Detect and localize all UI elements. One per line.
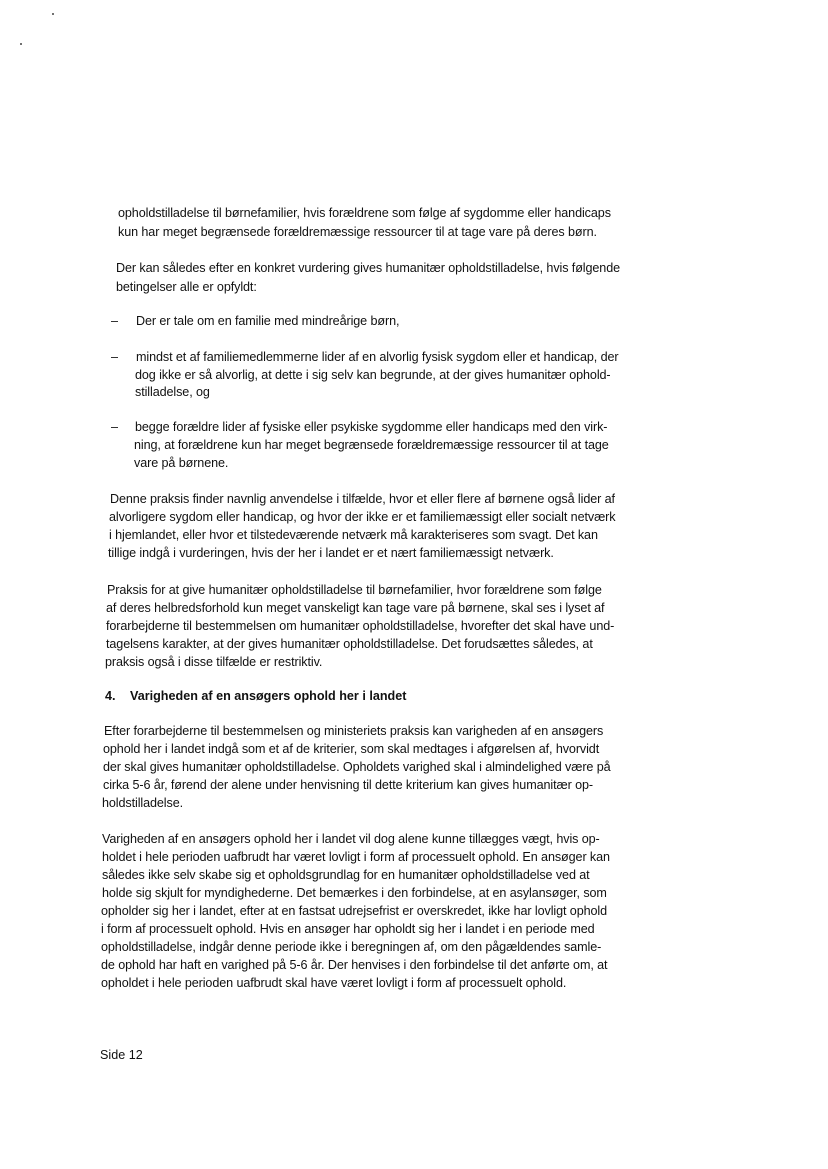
text-line: således ikke selv skabe sig et opholdsgrundlag for en humanitær opholdstilladelse ved at	[102, 868, 590, 882]
text-line: opholdet i hele perioden uafbrudt skal have været lovligt i form af processuelt ophold.	[101, 976, 567, 990]
text-line: opholder sig her i landet, efter at en fastsat udrejsefrist er overskredet, ikke har lovligt ophold	[101, 904, 608, 918]
section-title: Varigheden af en ansøgers ophold her i landet	[130, 689, 407, 703]
dash-bullet: –	[111, 314, 119, 328]
text-line: Praksis for at give humanitær opholdstilladelse til børnefamilier, hvor forældrene som følge	[107, 583, 602, 597]
text-line: holde sig skjult for myndighederne. Det bemærkes i den forbindelse, at en asylansøger, som	[102, 886, 607, 900]
text-line: stilladelse, og	[135, 385, 210, 399]
text-line: Der kan således efter en konkret vurdering gives humanitær opholdstilladelse, hvis følgende	[116, 261, 621, 275]
text-line: Varigheden af en ansøgers ophold her i landet vil dog alene kunne tillægges vægt, hvis op-	[102, 832, 600, 846]
text-line: begge forældre lider af fysiske eller psykiske sygdomme eller handicaps med den virk-	[135, 420, 608, 434]
text-line: forarbejderne til bestemmelsen om humanitær opholdstilladelse, hvorefter det skal have und-	[106, 619, 615, 633]
text-line: vare på børnene.	[134, 456, 229, 470]
text-line: praksis også i disse tilfælde er restriktiv.	[105, 655, 323, 669]
text-line: holdstilladelse.	[102, 796, 184, 810]
text-line: holdet i hele perioden uafbrudt har været lovligt i form af processuelt ophold. En ansøger kan	[102, 850, 610, 864]
text-line: dog ikke er så alvorlig, at dette i sig selv kan begrunde, at der gives humanitær ophold-	[135, 368, 611, 382]
text-line: betingelser alle er opfyldt:	[116, 280, 257, 294]
text-line: i hjemlandet, eller hvor et tilstedeværende netværk må karakteriseres som svagt. Det kan	[109, 528, 598, 542]
text-line: der skal gives humanitær opholdstilladelse. Opholdets varighed skal i almindelighed være på	[103, 760, 611, 774]
text-line: ophold her i landet indgå som et af de kriterier, som skal medtages i afgørelsen af, hvorvidt	[103, 742, 600, 756]
dash-bullet: –	[111, 420, 119, 434]
text-line: Denne praksis finder navnlig anvendelse i tilfælde, hvor et eller flere af børnene også lider af	[110, 492, 615, 506]
text-line: i form af processuelt ophold. Hvis en ansøger har opholdt sig her i landet i en periode med	[101, 922, 595, 936]
text-line: Der er tale om en familie med mindreårige børn,	[136, 314, 400, 328]
text-line: mindst et af familiemedlemmerne lider af en alvorlig fysisk sygdom eller et handicap, der	[136, 350, 619, 364]
text-line: Efter forarbejderne til bestemmelsen og ministeriets praksis kan varigheden af en ansøgers	[104, 724, 604, 738]
text-line: af deres helbredsforhold kun meget vanskeligt kan tage vare på børnene, skal ses i lyset af	[106, 601, 605, 615]
page-number: Side 12	[100, 1048, 143, 1062]
section-number: 4.	[105, 689, 116, 703]
text-line: alvorligere sygdom eller handicap, og hvor der ikke er et familiemæssigt eller socialt netværk	[109, 510, 616, 524]
scan-speck	[20, 43, 22, 45]
scan-speck	[52, 13, 54, 15]
dash-bullet: –	[111, 350, 119, 364]
text-line: kun har meget begrænsede forældremæssige ressourcer til at tage vare på deres børn.	[118, 225, 597, 239]
text-line: tagelsens karakter, at der gives humanitær opholdstilladelse. Det forudsættes således, at	[106, 637, 593, 651]
text-line: tillige indgå i vurderingen, hvis der her i landet er et nært familiemæssigt netværk.	[108, 546, 554, 560]
text-line: opholdstilladelse til børnefamilier, hvis forældrene som følge af sygdomme eller handicaps	[118, 206, 611, 220]
text-line: opholdstilladelse, indgår denne periode ikke i beregningen af, om den pågældendes samle-	[101, 940, 602, 954]
text-line: de ophold har haft en varighed på 5-6 år. Der henvises i den forbindelse til det anførte om, at	[101, 958, 608, 972]
text-line: ning, at forældrene kun har meget begrænsede forældremæssige ressourcer til at tage	[134, 438, 609, 452]
text-line: cirka 5-6 år, førend der alene under henvisning til dette kriterium kan gives humanitær op-	[103, 778, 594, 792]
